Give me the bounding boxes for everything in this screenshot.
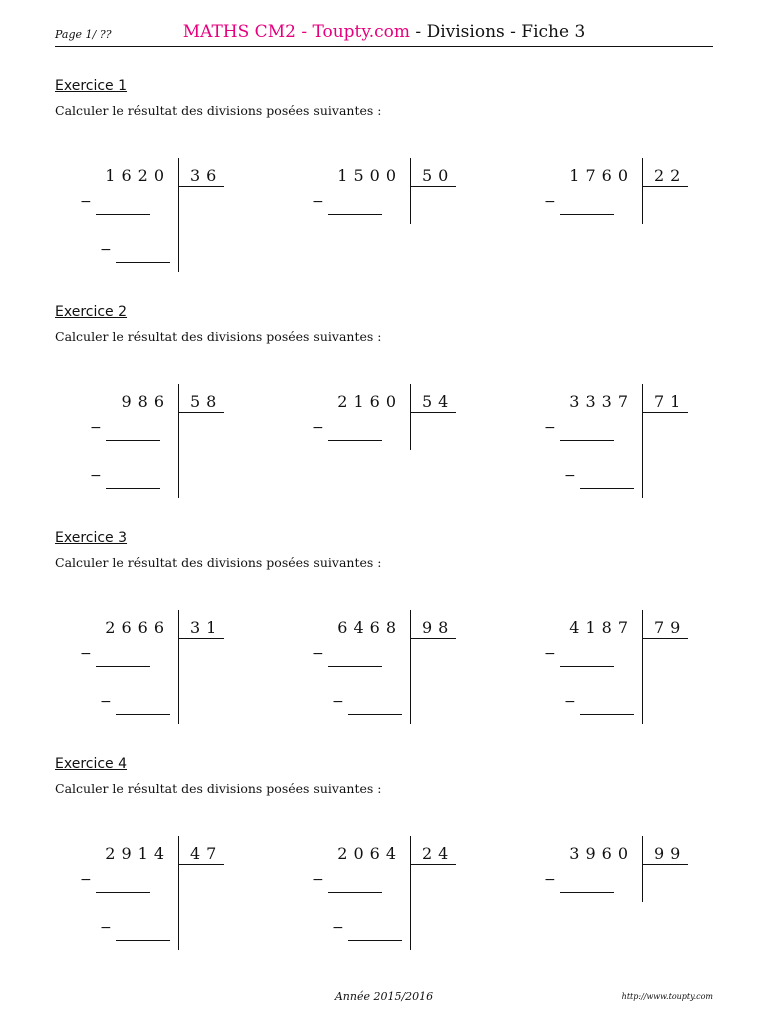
division-bar-vertical [642, 384, 643, 498]
subtraction-line [560, 214, 614, 215]
division-bar-vertical [410, 384, 411, 450]
division-bar-horizontal [178, 638, 224, 639]
division-problem [310, 392, 510, 552]
division-bar-horizontal [642, 864, 688, 865]
division-bar-vertical [410, 158, 411, 224]
subtraction-line [116, 262, 170, 263]
division-bar-vertical [178, 158, 179, 272]
subtraction-line [96, 892, 150, 893]
dividend: 1500 [337, 166, 402, 185]
minus-sign: − [312, 194, 324, 210]
minus-sign: − [90, 468, 102, 484]
divisor: 58 [190, 392, 223, 411]
subtraction-line [96, 214, 150, 215]
divisor: 24 [422, 844, 455, 863]
subtraction-line [348, 940, 402, 941]
subtraction-line [328, 666, 382, 667]
dividend: 986 [121, 392, 170, 411]
division-bar-horizontal [178, 186, 224, 187]
page-title [55, 22, 713, 42]
title-brand: MATHS CM2 - Toupty.com [182, 22, 411, 42]
division-bar-horizontal [410, 186, 456, 187]
division-bar-horizontal [410, 638, 456, 639]
minus-sign: − [100, 694, 112, 710]
dividend: 2666 [105, 618, 170, 637]
divisor: 98 [422, 618, 455, 637]
minus-sign: − [80, 872, 92, 888]
minus-sign: − [544, 872, 556, 888]
division-problem [78, 618, 278, 778]
division-problem [310, 166, 510, 326]
dividend: 3337 [569, 392, 634, 411]
division-bar-vertical [410, 836, 411, 950]
divisor: 22 [654, 166, 687, 185]
minus-sign: − [312, 420, 324, 436]
subtraction-line [96, 666, 150, 667]
division-bar-vertical [178, 610, 179, 724]
minus-sign: − [544, 646, 556, 662]
minus-sign: − [544, 194, 556, 210]
instruction: Calculer le résultat des divisions posées suivantes : [55, 781, 382, 796]
division-problem [542, 844, 742, 1004]
division-bar-horizontal [642, 412, 688, 413]
division-problem [310, 844, 510, 1004]
minus-sign: − [332, 694, 344, 710]
division-bar-vertical [642, 836, 643, 902]
minus-sign: − [332, 920, 344, 936]
minus-sign: − [100, 242, 112, 258]
subtraction-line [106, 488, 160, 489]
division-bar-vertical [642, 158, 643, 224]
subtraction-line [116, 940, 170, 941]
subtraction-line [328, 214, 382, 215]
minus-sign: − [100, 920, 112, 936]
subtraction-line [106, 440, 160, 441]
instruction: Calculer le résultat des divisions posées suivantes : [55, 103, 382, 118]
dividend: 2160 [337, 392, 402, 411]
dividend: 4187 [569, 618, 634, 637]
division-problem [542, 166, 742, 326]
subtraction-line [560, 666, 614, 667]
subtraction-line [560, 892, 614, 893]
footer-year: Année 2015/2016 [334, 990, 434, 1003]
page-number: Page 1/ ?? [55, 28, 112, 41]
division-bar-vertical [178, 836, 179, 950]
dividend: 3960 [569, 844, 634, 863]
division-bar-horizontal [642, 638, 688, 639]
minus-sign: − [564, 468, 576, 484]
divisor: 99 [654, 844, 687, 863]
division-bar-vertical [642, 610, 643, 724]
footer-url: http://www.toupty.com [621, 992, 713, 1001]
subtraction-line [116, 714, 170, 715]
divisor: 47 [190, 844, 223, 863]
divisor: 31 [190, 618, 223, 637]
subtraction-line [580, 488, 634, 489]
division-bar-horizontal [410, 864, 456, 865]
minus-sign: − [564, 694, 576, 710]
division-problem [78, 392, 278, 552]
dividend: 6468 [337, 618, 402, 637]
dividend: 1760 [569, 166, 634, 185]
divisor: 50 [422, 166, 455, 185]
division-bar-horizontal [642, 186, 688, 187]
division-bar-horizontal [410, 412, 456, 413]
instruction: Calculer le résultat des divisions posées suivantes : [55, 329, 382, 344]
division-bar-vertical [178, 384, 179, 498]
title-subject: - Divisions - Fiche 3 [410, 22, 586, 42]
subtraction-line [328, 892, 382, 893]
subtraction-line [348, 714, 402, 715]
divisor: 36 [190, 166, 223, 185]
division-bar-horizontal [178, 412, 224, 413]
exercise-title: Exercice 2 [55, 304, 128, 320]
minus-sign: − [312, 872, 324, 888]
minus-sign: − [80, 646, 92, 662]
exercise-title: Exercice 3 [55, 530, 128, 546]
subtraction-line [560, 440, 614, 441]
division-problem [310, 618, 510, 778]
exercise-title: Exercice 1 [55, 78, 128, 94]
dividend: 2064 [337, 844, 402, 863]
subtraction-line [580, 714, 634, 715]
dividend: 1620 [105, 166, 170, 185]
subtraction-line [328, 440, 382, 441]
division-problem [542, 392, 742, 552]
minus-sign: − [544, 420, 556, 436]
division-bar-horizontal [178, 864, 224, 865]
division-bar-vertical [410, 610, 411, 724]
divisor: 54 [422, 392, 455, 411]
division-problem [78, 844, 278, 1004]
exercise-title: Exercice 4 [55, 756, 128, 772]
divisor: 71 [654, 392, 687, 411]
page-header [55, 22, 713, 47]
divisor: 79 [654, 618, 687, 637]
instruction: Calculer le résultat des divisions posées suivantes : [55, 555, 382, 570]
minus-sign: − [90, 420, 102, 436]
division-problem [78, 166, 278, 326]
minus-sign: − [80, 194, 92, 210]
minus-sign: − [312, 646, 324, 662]
division-problem [542, 618, 742, 778]
dividend: 2914 [105, 844, 170, 863]
